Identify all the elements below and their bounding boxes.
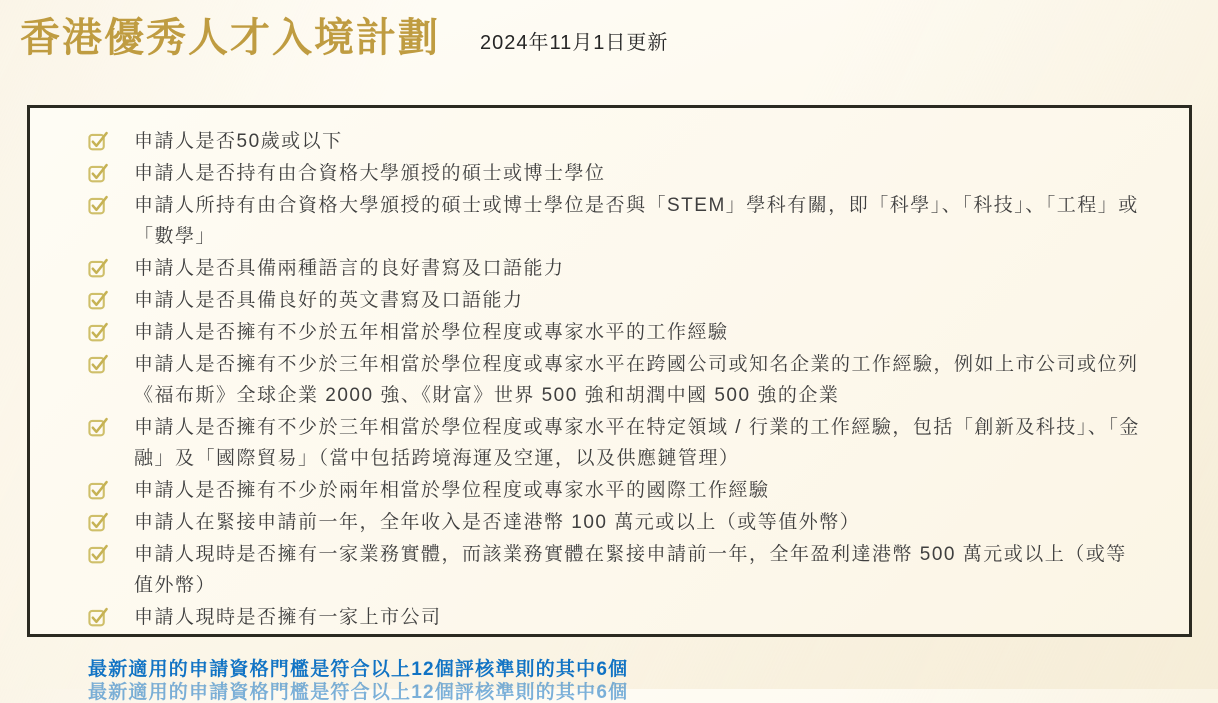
checklist-item-label: 申請人是否具備良好的英文書寫及口語能力 — [134, 290, 524, 311]
checklist — [30, 108, 1189, 633]
checked-checkbox-icon — [88, 511, 109, 532]
criteria-panel — [27, 105, 1192, 637]
checklist-item — [88, 285, 1161, 316]
checked-checkbox-icon — [88, 289, 109, 310]
checked-checkbox-icon — [88, 479, 109, 500]
header — [20, 16, 668, 60]
checked-checkbox-icon — [88, 162, 109, 183]
checklist-item-label: 申請人現時是否擁有一家業務實體，而該業務實體在緊接申請前一年，全年盈利達港幣 500 萬元或以上（或等值外幣） — [134, 544, 1127, 596]
checked-checkbox-icon — [88, 321, 109, 342]
checklist-item-label: 申請人是否擁有不少於兩年相當於學位程度或專家水平的國際工作經驗 — [134, 480, 770, 501]
checklist-item — [88, 190, 1161, 252]
checklist-item — [88, 475, 1161, 506]
checked-checkbox-icon — [88, 353, 109, 374]
checked-checkbox-icon — [88, 416, 109, 437]
checked-checkbox-icon — [88, 543, 109, 564]
checklist-item — [88, 412, 1161, 474]
checklist-item — [88, 349, 1161, 411]
checked-checkbox-icon — [88, 194, 109, 215]
checklist-item-label: 申請人是否50歲或以下 — [134, 131, 343, 152]
footer-note: 最新適用的申請資格門檻是符合以上12個評核準則的其中6個 — [88, 659, 629, 680]
checklist-item-label: 申請人是否擁有不少於三年相當於學位程度或專家水平在特定領域 / 行業的工作經驗，包括「創新及科技」、「金融」及「國際貿易」（當中包括跨境海運及空運，以及供應鏈管理） — [134, 417, 1140, 469]
checklist-item — [88, 253, 1161, 284]
checklist-item-label: 申請人在緊接申請前一年，全年收入是否達港幣 100 萬元或以上（或等值外幣） — [134, 512, 861, 533]
checklist-item-label: 申請人現時是否擁有一家上市公司 — [134, 607, 442, 628]
checklist-item — [88, 158, 1161, 189]
checklist-item-label: 申請人所持有由合資格大學頒授的碩士或博士學位是否與「STEM」學科有關，即「科學」、「科技」、「工程」或「數學」 — [134, 195, 1139, 247]
checklist-item-label: 申請人是否持有由合資格大學頒授的碩士或博士學位 — [134, 163, 606, 184]
checked-checkbox-icon — [88, 606, 109, 627]
footer — [88, 656, 1208, 702]
checklist-item-label: 申請人是否擁有不少於五年相當於學位程度或專家水平的工作經驗 — [134, 322, 729, 343]
checklist-item — [88, 602, 1161, 633]
page-title: 香港優秀人才入境計劃 — [20, 16, 440, 60]
checklist-item-label: 申請人是否具備兩種語言的良好書寫及口語能力 — [134, 258, 565, 279]
checklist-item — [88, 317, 1161, 348]
updated-date: 2024年11月1日更新 — [480, 32, 669, 54]
checklist-item — [88, 539, 1161, 601]
checked-checkbox-icon — [88, 257, 109, 278]
checklist-item — [88, 507, 1161, 538]
footer-note-overflow: 最新適用的申請資格門檻是符合以上12個評核準則的其中6個 — [88, 682, 629, 703]
checklist-item-label: 申請人是否擁有不少於三年相當於學位程度或專家水平在跨國公司或知名企業的工作經驗，例如上市公司或位列《福布斯》全球企業 2000 強、《財富》世界 500 強和胡潤中國 500 強的企業 — [134, 354, 1139, 406]
checked-checkbox-icon — [88, 130, 109, 151]
checklist-item — [88, 126, 1161, 157]
